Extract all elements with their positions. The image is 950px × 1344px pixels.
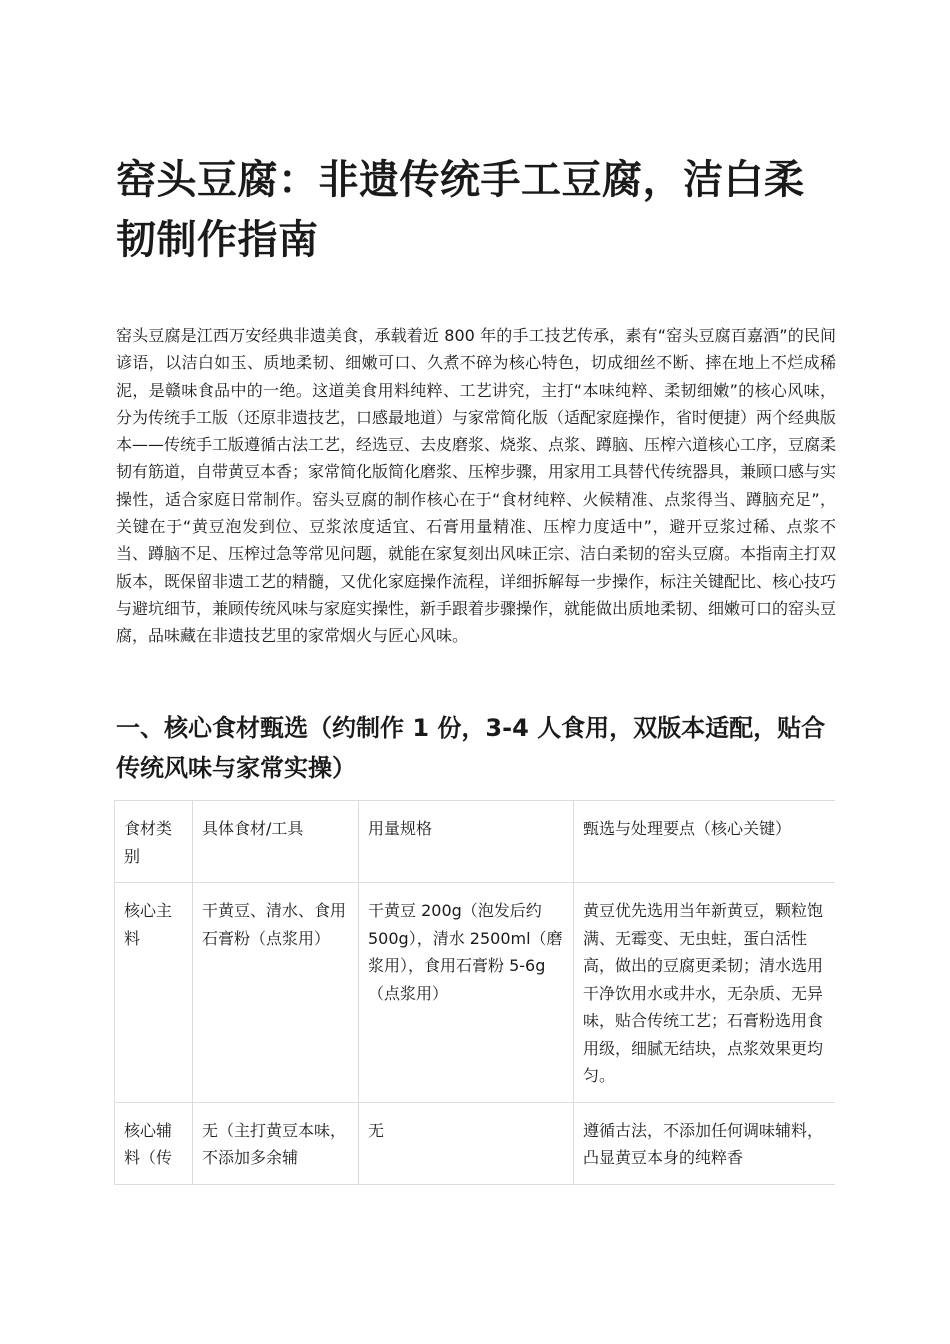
table-cell: 核心主料 [115, 883, 193, 1103]
table-cell: 核心辅料（传 [115, 1102, 193, 1184]
table-header-cell: 用量规格 [359, 801, 574, 883]
intro-paragraph: 窑头豆腐是江西万安经典非遗美食，承载着近 800 年的手工技艺传承，素有“窑头豆腐百嘉酒”的民间谚语，以洁白如玉、质地柔韧、细嫩可口、久煮不碎为核心特色，切成细丝不断、摔在地上不烂成稀泥，是赣味食品中的一绝。这道美食用料纯粹、工艺讲究，主打“本味纯粹、柔韧细嫩”的核心风味，分为传统手工版（还原非遗技艺，口感最地道）与家常简化版（适配家庭操作，省时便捷）两个经典版本——传统手工版遵循古法工艺，经选豆、去皮磨浆、烧浆、点浆、蹲脑、压榨六道核心工序，豆腐柔韧有筋道，自带黄豆本香；家常简化版简化磨浆、压榨步骤，用家用工具替代传统器具，兼顾口感与实操性，适合家庭日常制作。窑头豆腐的制作核心在于“食材纯粹、火候精准、点浆得当、蹲脑充足”，关键在于“黄豆泡发到位、豆浆浓度适宜、石膏用量精准、压榨力度适中”，避开豆浆过稀、点浆不当、蹲脑不足、压榨过急等常见问题，就能在家复刻出风味正宗、洁白柔韧的窑头豆腐。本指南主打双版本，既保留非遗工艺的精髓，又优化家庭操作流程，详细拆解每一步操作，标注关键配比、核心技巧与避坑细节，兼顾传统风味与家庭实操性，新手跟着步骤操作，就能做出质地柔韧、细嫩可口的窑头豆腐，品味藏在非遗技艺里的家常烟火与匠心风味。 [116, 326, 837, 646]
page-title: 窑头豆腐：非遗传统手工豆腐，洁白柔韧制作指南 [116, 157, 805, 263]
table-header-cell: 食材类别 [115, 801, 193, 883]
table-header-cell: 甄选与处理要点（核心关键） [574, 801, 836, 883]
table-header-cell: 具体食材/工具 [193, 801, 359, 883]
table-cell: 无（主打黄豆本味，不添加多余辅 [193, 1102, 359, 1184]
ingredients-table [114, 800, 835, 1185]
table-cell: 干黄豆、清水、食用石膏粉（点浆用） [193, 883, 359, 1103]
table-row [115, 1102, 836, 1184]
table-cell: 无 [359, 1102, 574, 1184]
table-cell: 黄豆优先选用当年新黄豆，颗粒饱满、无霉变、无虫蛀，蛋白活性高，做出的豆腐更柔韧；清水选用干净饮用水或井水，无杂质、无异味，贴合传统工艺；石膏粉选用食用级，细腻无结块，点浆效果更均匀。 [574, 883, 836, 1103]
section-heading: 一、核心食材甄选（约制作 1 份，3-4 人食用，双版本适配，贴合传统风味与家常实操） [116, 714, 826, 782]
table-cell: 干黄豆 200g（泡发后约 500g），清水 2500ml（磨浆用），食用石膏粉 5-6g（点浆用） [359, 883, 574, 1103]
ingredients-table-container [114, 800, 835, 1201]
table-cell: 遵循古法，不添加任何调味辅料，凸显黄豆本身的纯粹香 [574, 1102, 836, 1184]
table-header-row [115, 801, 836, 883]
table-row [115, 883, 836, 1103]
